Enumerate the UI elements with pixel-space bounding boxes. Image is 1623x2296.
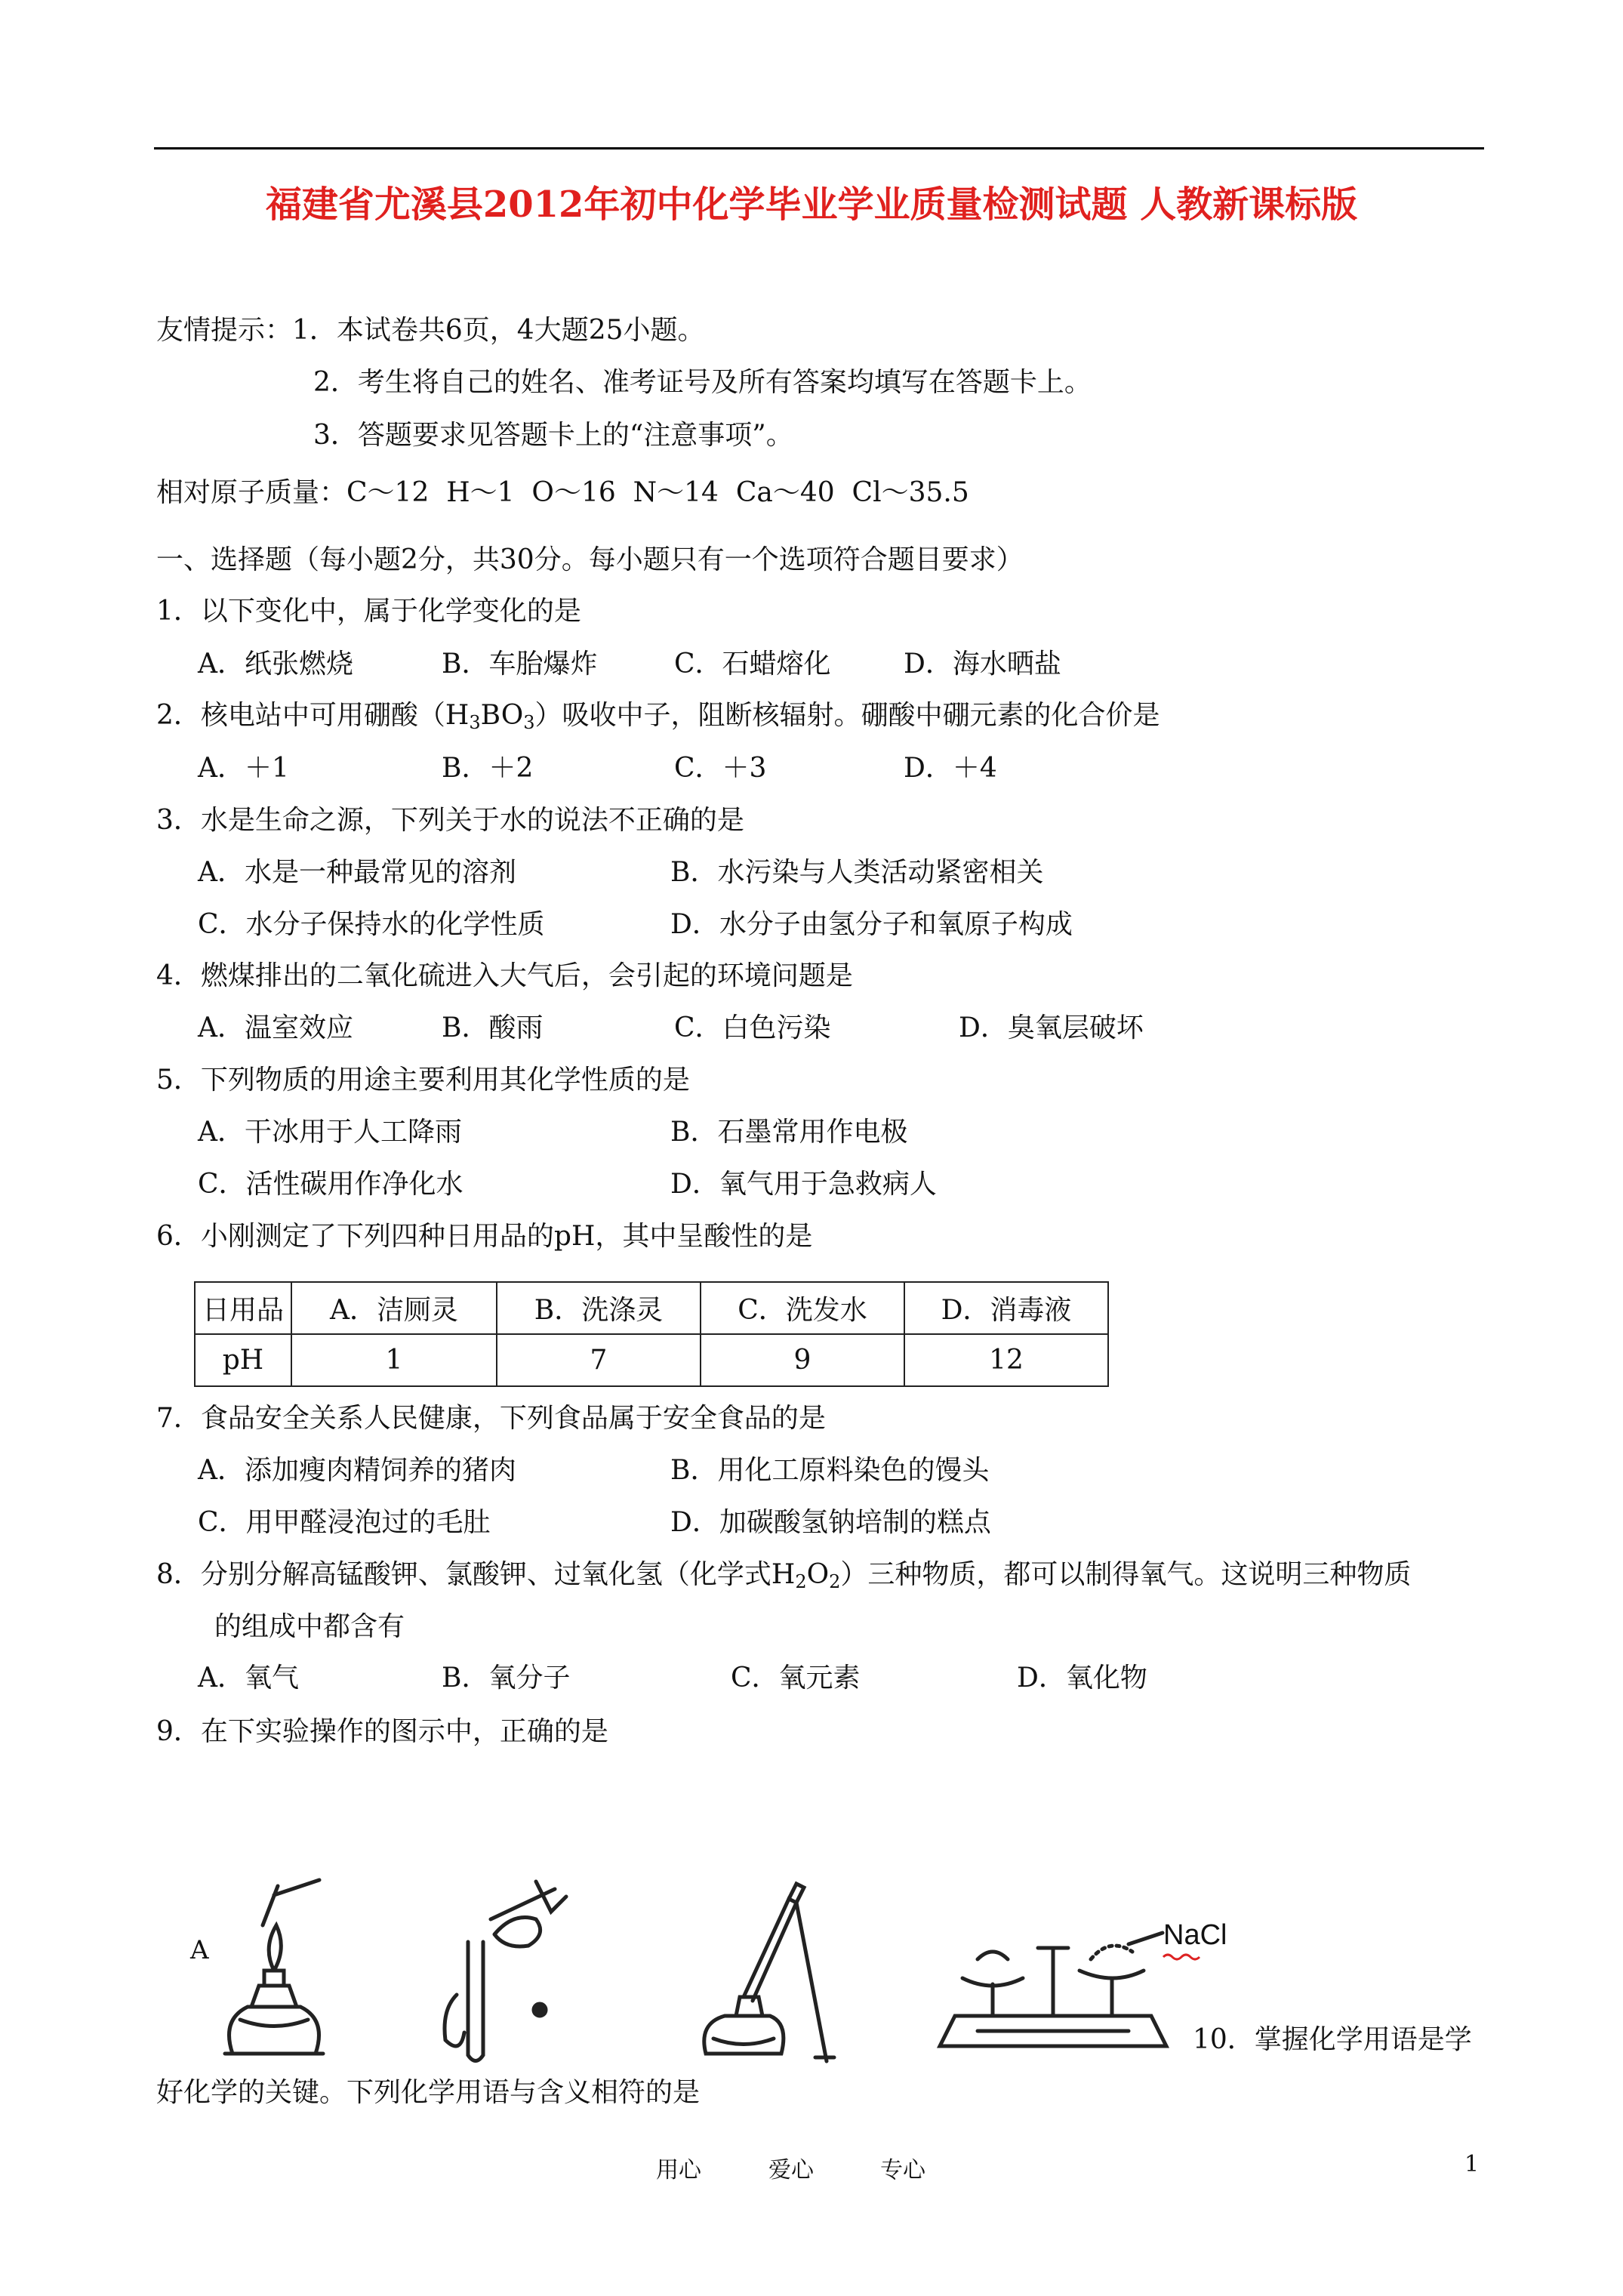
section-heading: 一、选择题（每小题2分，共30分。每小题只有一个选项符合题目要求） xyxy=(156,544,1024,575)
q7-option-c: C．用甲醛浸泡过的毛肚 xyxy=(198,1507,491,1538)
q5-option-c: C．活性碳用作净化水 xyxy=(198,1169,463,1200)
q7-option-a: A．添加瘦肉精饲养的猪肉 xyxy=(198,1455,516,1486)
q4-option-c: C．白色污染 xyxy=(674,1012,831,1043)
ph-table-cell: 12 xyxy=(904,1334,1108,1386)
q4-option-a: A．温室效应 xyxy=(198,1012,353,1043)
ph-table-cell: 1 xyxy=(291,1334,497,1386)
notice-line-1: 友情提示：1．本试卷共6页，4大题25小题。 xyxy=(156,315,705,346)
ph-table-cell: C．洗发水 xyxy=(701,1282,904,1334)
header-rule xyxy=(154,147,1484,149)
q8-stem-line2: 的组成中都含有 xyxy=(214,1611,405,1642)
footer-word-2: 爱心 xyxy=(768,2157,814,2184)
footer-word-3: 专心 xyxy=(880,2157,925,2184)
q3-option-c: C．水分子保持水的化学性质 xyxy=(198,909,545,940)
notice-line-3: 3．答题要求见答题卡上的“注意事项”。 xyxy=(313,420,793,451)
q1-option-b: B．车胎爆炸 xyxy=(442,649,598,680)
q1-option-a: A．纸张燃烧 xyxy=(198,649,353,680)
q3-option-a: A．水是一种最常见的溶剂 xyxy=(198,857,516,888)
q2-option-b: B．＋2 xyxy=(442,753,534,784)
q8-option-d: D．氧化物 xyxy=(1017,1663,1147,1693)
q9-stem: 9．在下实验操作的图示中，正确的是 xyxy=(156,1716,608,1747)
page-number: 1 xyxy=(1464,2151,1480,2177)
footer-word-1: 用心 xyxy=(656,2157,701,2184)
q4-option-d: D．臭氧层破坏 xyxy=(959,1012,1144,1043)
q9-figure-label: A xyxy=(190,1935,209,1965)
ph-table-cell: A．洁厕灵 xyxy=(291,1282,497,1334)
q1-option-c: C．石蜡熔化 xyxy=(674,649,831,680)
page-title: 福建省尤溪县2012年初中化学毕业学业质量检测试题 人教新课标版 xyxy=(265,183,1358,226)
q10-stem-part2: 好化学的关键。下列化学用语与含义相符的是 xyxy=(156,2077,701,2108)
q8-stem: 8．分别分解高锰酸钾、氯酸钾、过氧化氢（化学式$H_2O_2$）三种物质，都可以制得氧气。这说明三种物质 xyxy=(156,1559,1412,1592)
ph-table-cell: 日用品 xyxy=(195,1282,291,1334)
test-tube-solid-figure xyxy=(423,1866,574,2070)
q8-option-c: C．氧元素 xyxy=(731,1663,861,1693)
q3-option-b: B．水污染与人类活动紧密相关 xyxy=(670,857,1044,888)
q3-stem: 3．水是生命之源，下列关于水的说法不正确的是 xyxy=(156,805,744,836)
q4-stem: 4．燃煤排出的二氧化硫进入大气后，会引起的环境问题是 xyxy=(156,960,853,991)
ph-table-value-row xyxy=(195,1334,1108,1386)
q10-stem-part1: 10．掌握化学用语是学 xyxy=(1193,2024,1472,2055)
heating-tube-figure xyxy=(683,1869,834,2080)
q6-stem: 6．小刚测定了下列四种日用品的pH，其中呈酸性的是 xyxy=(156,1221,813,1252)
q4-option-b: B．酸雨 xyxy=(442,1012,544,1043)
q2-option-a: A．＋1 xyxy=(198,753,289,784)
nacl-label: NaCl xyxy=(1163,1919,1227,1951)
ph-table-cell: 7 xyxy=(497,1334,701,1386)
q7-option-b: B．用化工原料染色的馒头 xyxy=(670,1455,990,1486)
q2-option-d: D．＋4 xyxy=(904,753,997,784)
atomic-mass: 相对原子质量：C～12 H～1 O～16 N～14 Ca～40 Cl～35.5 xyxy=(156,477,969,508)
notice-line-2: 2．考生将自己的姓名、准考证号及所有答案均填写在答题卡上。 xyxy=(313,367,1092,398)
alcohol-lamp-figure xyxy=(217,1872,331,2061)
q8-option-a: A．氧气 xyxy=(198,1663,299,1693)
q2-stem: 2．核电站中可用硼酸$(H_3BO_3)$吸收中子，阻断核辐射。硼酸中硼元素的化合价是 xyxy=(156,700,1160,733)
q1-stem: 1．以下变化中，属于化学变化的是 xyxy=(156,596,581,627)
q7-option-d: D．加碳酸氢钠培制的糕点 xyxy=(670,1507,991,1538)
q5-option-d: D．氧气用于急救病人 xyxy=(670,1169,937,1200)
q5-option-b: B．石墨常用作电极 xyxy=(670,1117,908,1148)
ph-table xyxy=(194,1281,1109,1387)
q8-option-b: B．氧分子 xyxy=(442,1663,571,1693)
q5-stem: 5．下列物质的用途主要利用其化学性质的是 xyxy=(156,1065,690,1096)
balance-scale-figure xyxy=(917,1888,1227,2054)
q7-stem: 7．食品安全关系人民健康，下列食品属于安全食品的是 xyxy=(156,1403,826,1434)
q5-option-a: A．干冰用于人工降雨 xyxy=(198,1117,462,1148)
ph-table-cell: D．消毒液 xyxy=(904,1282,1108,1334)
ph-table-cell: B．洗涤灵 xyxy=(497,1282,701,1334)
ph-table-header-row xyxy=(195,1282,1108,1334)
q3-option-d: D．水分子由氢分子和氧原子构成 xyxy=(670,909,1073,940)
q2-option-c: C．＋3 xyxy=(674,753,767,784)
ph-table-cell: 9 xyxy=(701,1334,904,1386)
ph-table-cell: pH xyxy=(195,1334,291,1386)
q1-option-d: D．海水晒盐 xyxy=(904,649,1061,680)
